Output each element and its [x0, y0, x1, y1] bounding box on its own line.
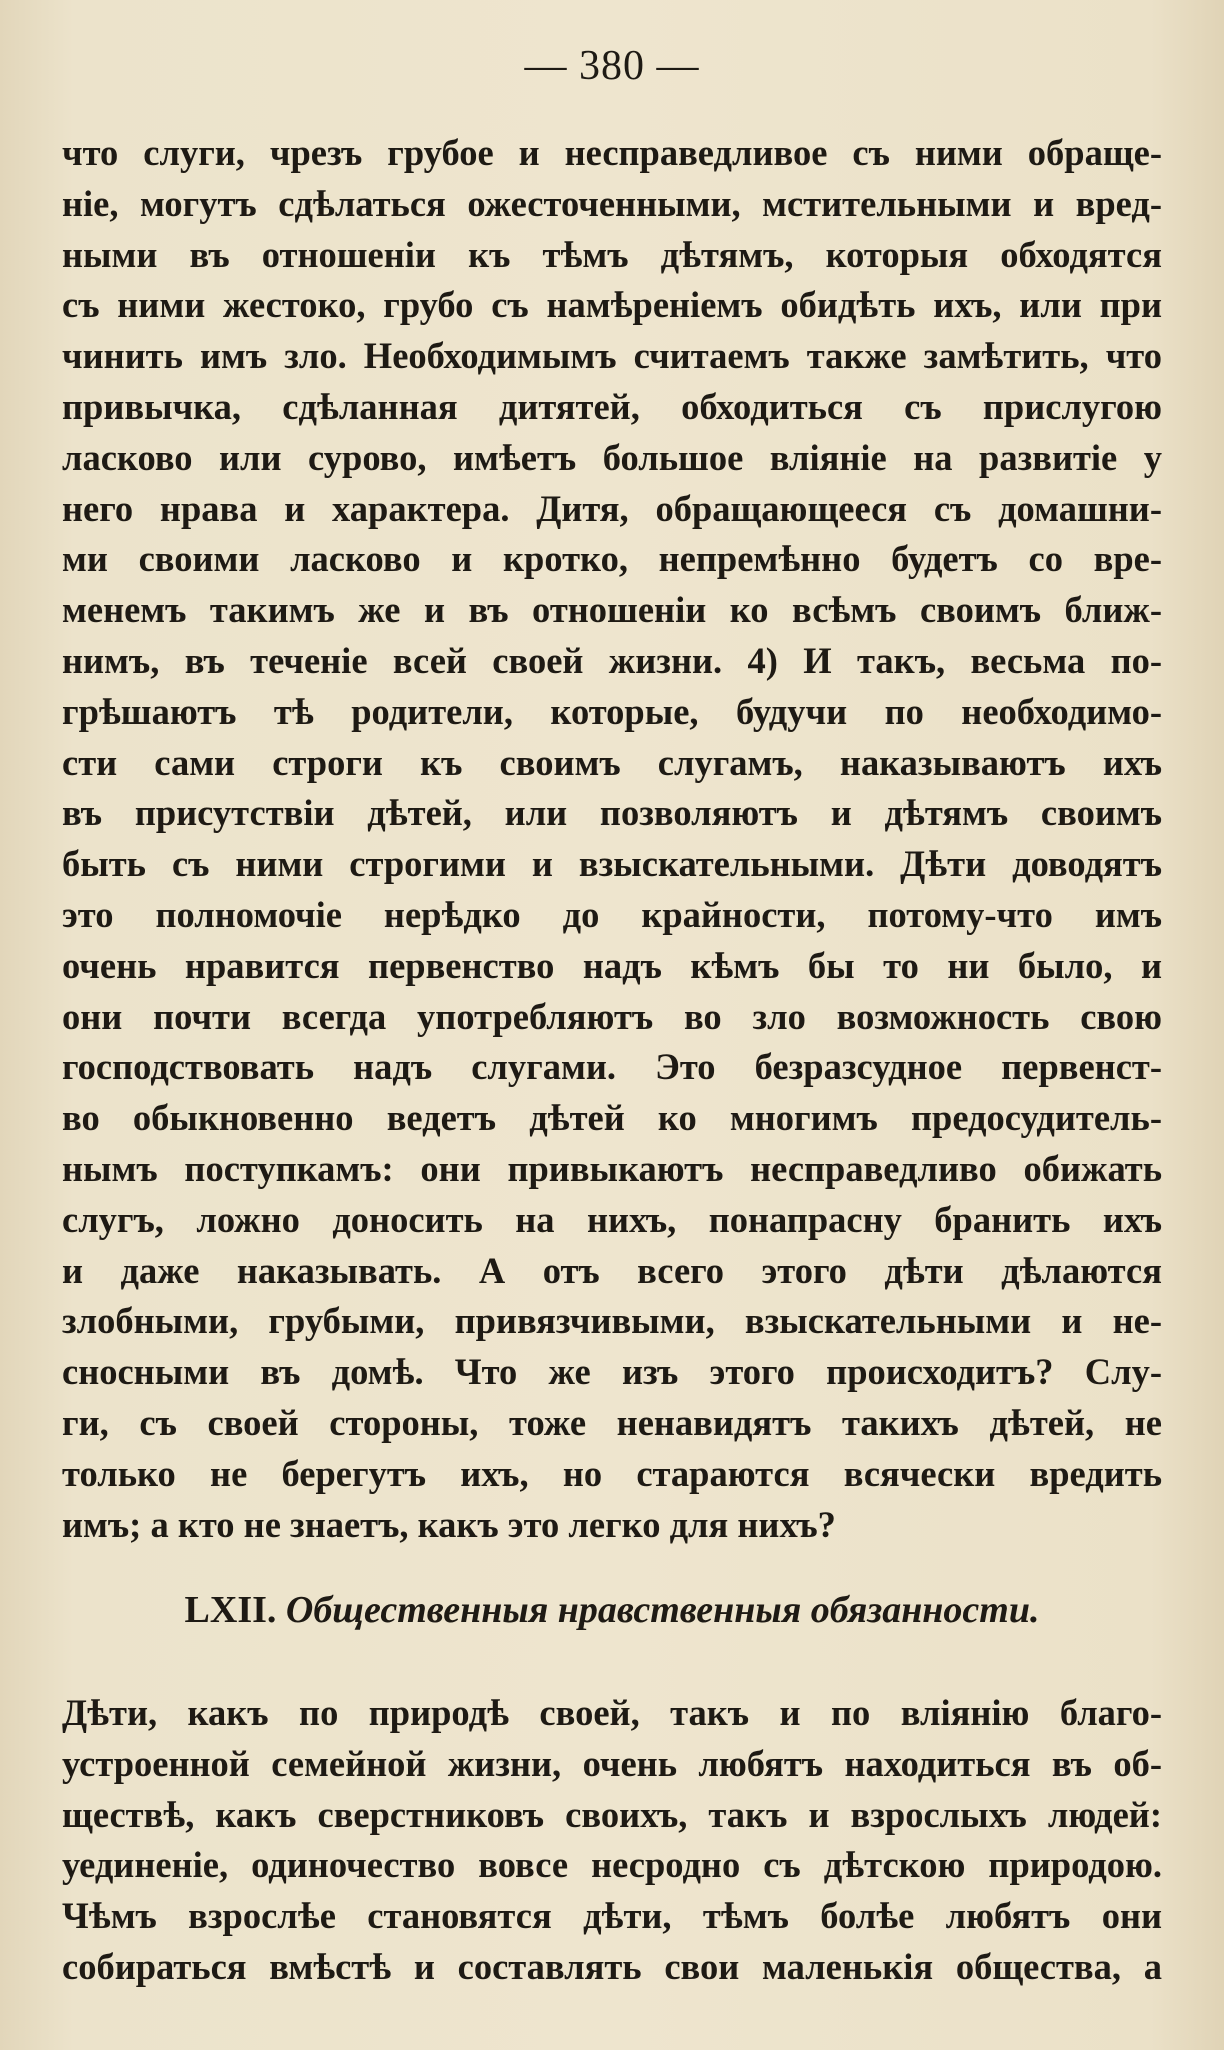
text-line: злобными, грубыми, привязчивыми, взыскательными и не- [62, 1300, 1162, 1342]
text-line: собираться вмѣстѣ и составлять свои маленькія общества, а [62, 1945, 1162, 1987]
text-line: очень нравится первенство надъ кѣмъ бы то ни было, и [62, 944, 1162, 986]
text-line: только не берегутъ ихъ, но стараются всячески вредить [62, 1452, 1162, 1494]
text-line: него нрава и характера. Дитя, обращающееся съ домашни- [62, 487, 1162, 529]
text-line: привычка, сдѣланная дитятей, обходиться съ прислугою [62, 385, 1162, 427]
text-line: грѣшаютъ тѣ родители, которые, будучи по необходимо- [62, 690, 1162, 732]
text-line: слугъ, ложно доносить на нихъ, понапрасну бранить ихъ [62, 1198, 1162, 1240]
page-number: — 380 — [524, 43, 700, 89]
text-line: господствовать надъ слугами. Это безразсудное первенст- [62, 1046, 1162, 1088]
text-line: ными въ отношеніи къ тѣмъ дѣтямъ, которыя обходятся [62, 233, 1162, 275]
text-line: во обыкновенно ведетъ дѣтей ко многимъ предосудитель- [62, 1097, 1162, 1139]
text-line: ніе, могутъ сдѣлаться ожесточенными, мстительными и вред- [62, 182, 1162, 224]
text-line: ги, съ своей стороны, тоже ненавидятъ такихъ дѣтей, не [62, 1401, 1162, 1443]
paragraph-2 [62, 1688, 1162, 1993]
text-line: что слуги, чрезъ грубое и несправедливое съ ними обраще- [62, 132, 1162, 173]
text-line: сти сами строги къ своимъ слугамъ, наказываютъ ихъ [62, 741, 1162, 783]
text-line: быть съ ними строгими и взыскательными. Дѣти доводятъ [62, 843, 1162, 885]
section-number: LXII. [184, 1589, 277, 1631]
text-line: съ ними жестоко, грубо съ намѣреніемъ обидѣть ихъ, или при [62, 284, 1162, 326]
text-line: нымъ поступкамъ: они привыкаютъ несправедливо обижать [62, 1147, 1162, 1189]
section-title: Общественныя нравственныя обязанности. [285, 1589, 1040, 1631]
text-line: Дѣти, какъ по природѣ своей, такъ и по вліянію благо- [62, 1692, 1162, 1733]
text-line: ществѣ, какъ сверстниковъ своихъ, такъ и взрослыхъ людей: [62, 1793, 1162, 1835]
section-heading [0, 1584, 1224, 1636]
text-line: они почти всегда употребляютъ во зло возможность свою [62, 995, 1162, 1037]
text-line: уединеніе, одиночество вовсе несродно съ дѣтскою природою. [62, 1844, 1162, 1886]
text-line: ласково или сурово, имѣетъ большое вліяніе на развитіе у [62, 436, 1162, 478]
text-line: чинить имъ зло. Необходимымъ считаемъ также замѣтить, что [62, 335, 1162, 377]
text-line: сносными въ домѣ. Что же изъ этого происходитъ? Слу- [62, 1351, 1162, 1393]
paragraph-1 [62, 128, 1162, 1550]
text-line: это полномочіе нерѣдко до крайности, потому-что имъ [62, 893, 1162, 935]
text-line: имъ; а кто не знаетъ, какъ это легко для нихъ? [62, 1503, 836, 1545]
text-line: менемъ такимъ же и въ отношеніи ко всѣмъ своимъ ближ- [62, 589, 1162, 631]
text-line: нимъ, въ теченіе всей своей жизни. 4) И такъ, весьма по- [62, 639, 1162, 681]
text-line: ми своими ласково и кротко, непремѣнно будетъ со вре- [62, 538, 1162, 580]
text-line: въ присутствіи дѣтей, или позволяютъ и дѣтямъ своимъ [62, 792, 1162, 834]
text-line: Чѣмъ взрослѣе становятся дѣти, тѣмъ болѣе любятъ они [62, 1895, 1162, 1937]
text-line: устроенной семейной жизни, очень любятъ находиться въ об- [62, 1742, 1162, 1784]
text-line: и даже наказывать. А отъ всего этого дѣти дѣлаются [62, 1249, 1162, 1291]
